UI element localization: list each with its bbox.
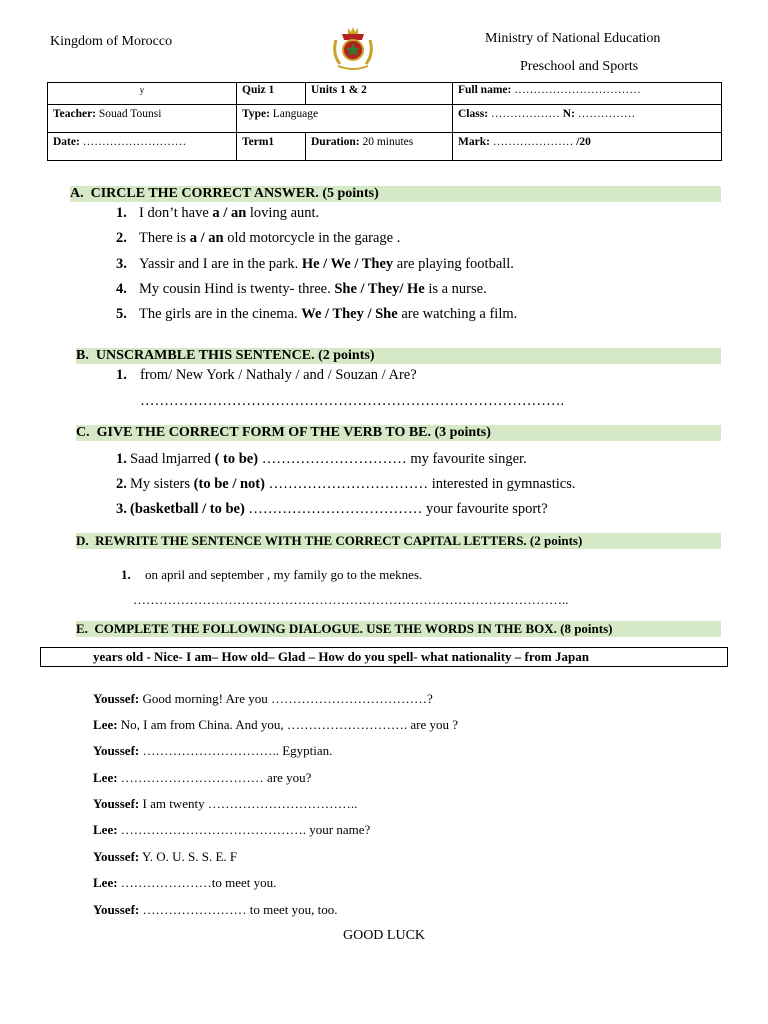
section-b-letter: B. [76,348,89,363]
section-e-title: COMPLETE THE FOLLOWING DIALOGUE. USE THE WORDS IN THE BOX. (8 points) [94,621,613,636]
units-label: Units 1 & 2 [311,84,367,96]
header-right-line2: Preschool and Sports [520,59,639,74]
section-b-number: 1. [116,367,127,383]
question-a-text-end: is a nurse. [424,281,487,297]
question-c-item [130,500,548,518]
moroccan-coat-of-arms-icon [328,26,378,72]
class-label: Class: [458,108,489,120]
question-c-item [130,450,527,468]
question-a-item [139,229,400,247]
question-a-text-end: are playing football. [393,256,514,272]
quiz-label: Quiz 1 [242,84,275,96]
dialogue-text[interactable]: …………………to meet you. [117,875,277,890]
duration-value: 20 minutes [362,136,414,148]
speaker-name: Lee: [93,717,118,732]
section-c-title: GIVE THE CORRECT FORM OF THE VERB TO BE. (3 points) [96,425,491,440]
date-label: Date: [53,136,80,148]
question-a-text-end: old motorcycle in the garage . [223,230,401,246]
verb-hint: ( to be) [214,451,259,467]
speaker-name: Lee: [93,822,118,837]
speaker-name: Youssef: [93,796,140,811]
speaker-name: Lee: [93,770,118,785]
dialogue-line [93,770,311,786]
good-luck-footer: GOOD LUCK [342,928,426,943]
question-a-item [139,255,514,273]
info-row-2 [48,105,722,133]
question-a-number: 5. [116,306,127,322]
full-name-label: Full name: [458,84,512,96]
question-c-blank[interactable]: ……………………………… your favourite sport? [244,501,548,517]
type-value: Language [272,108,319,120]
dialogue-text[interactable]: ………………………….. Egyptian. [139,743,333,758]
dialogue-line [93,875,276,891]
dialogue-text[interactable]: I am twenty …………………………….. [139,796,358,811]
question-a-text: Yassir and I are in the park. [139,256,302,272]
answer-choices[interactable]: We / They / She [301,306,398,322]
term-label: Term1 [242,136,275,148]
question-a-text: The girls are in the cinema. [139,306,302,322]
answer-choices[interactable]: He / We / They [301,256,394,272]
section-a-header [70,186,721,202]
header-left: Kingdom of Morocco [50,34,173,49]
date-field[interactable]: ……………………… [82,136,187,148]
dialogue-line [93,849,237,865]
mark-field[interactable]: ………………… [492,136,577,148]
question-c-item [130,475,575,493]
dialogue-text[interactable]: …………………………… are you? [117,770,312,785]
speaker-name: Youssef: [93,743,140,758]
question-a-text: There is [139,230,190,246]
verb-hint: (basketball / to be) [130,501,245,517]
info-row-1 [48,83,722,105]
section-b-sentence: from/ New York / Nathaly / and / Souzan / Are? [140,367,417,383]
section-e-header [76,621,721,637]
answer-choices[interactable]: a / an [212,205,247,221]
question-a-number: 3. [116,256,127,272]
question-c-text: Saad lmjarred [130,451,215,467]
speaker-name: Youssef: [93,849,140,864]
mark-label: Mark: [458,136,490,148]
dialogue-line [93,822,370,838]
dialogue-text[interactable]: Y. O. U. S. S. E. F [139,849,238,864]
question-a-item [139,204,319,222]
dialogue-text[interactable]: No, I am from China. And you, ………………………. are you ? [117,717,459,732]
mark-total: /20 [576,136,591,148]
section-e-letter: E. [76,621,88,636]
section-a-letter: A. [70,186,84,201]
full-name-field[interactable]: …………………………… [514,84,641,96]
speaker-name: Youssef: [93,691,140,706]
class-field[interactable]: ……………… [490,108,563,120]
section-c-letter: C. [76,425,90,440]
section-d-title: REWRITE THE SENTENCE WITH THE CORRECT CAPITAL LETTERS. (2 points) [95,533,583,548]
question-a-text: My cousin Hind is twenty- three. [139,281,335,297]
question-a-item [139,305,517,323]
question-c-number: 1. [116,451,127,467]
info-row-3 [48,133,722,161]
question-c-number: 3. [116,501,127,517]
n-field[interactable]: …………… [577,108,636,120]
type-label: Type: [242,108,270,120]
dialogue-line [93,691,433,707]
dialogue-text[interactable]: ……………………………………. your name? [117,822,371,837]
section-d-number: 1. [121,567,131,582]
dialogue-text[interactable]: …………………… to meet you, too. [139,902,338,917]
question-a-text-end: are watching a film. [397,306,518,322]
section-b-title: UNSCRAMBLE THIS SENTENCE. (2 points) [95,348,375,363]
question-c-number: 2. [116,476,127,492]
n-label: N: [562,108,575,120]
teacher-name: Souad Tounsi [98,108,162,120]
question-c-text: My sisters [130,476,194,492]
section-c-header [76,425,721,441]
dialogue-text[interactable]: Good morning! Are you ………………………………? [139,691,433,706]
section-d-sentence: on april and september , my family go to the meknes. [145,567,423,582]
duration-label: Duration: [311,136,360,148]
question-a-number: 4. [116,281,127,297]
word-box [40,647,728,667]
question-c-blank[interactable]: …………………………… interested in gymnastics. [264,476,576,492]
verb-hint: (to be / not) [193,476,265,492]
header-right-line1: Ministry of National Education [485,31,661,46]
question-c-blank[interactable]: ………………………… my favourite singer. [258,451,527,467]
info-cell-blank: y [48,83,237,105]
answer-choices[interactable]: She / They/ He [334,281,425,297]
section-b-answer-line[interactable]: ……………………………………………………………………………. [140,393,565,409]
dialogue-line [93,796,357,812]
section-d-letter: D. [76,533,89,548]
speaker-name: Youssef: [93,902,140,917]
teacher-label: Teacher: [53,108,97,120]
dialogue-line [93,717,458,733]
answer-choices[interactable]: a / an [189,230,224,246]
question-a-number: 1. [116,205,127,221]
question-a-number: 2. [116,230,127,246]
section-b-header [76,348,721,364]
word-box-text: years old - Nice- I am– How old– Glad – How do you spell- what nationality – from Japan [93,649,589,664]
section-d-header [76,533,721,549]
dialogue-line [93,902,337,918]
info-table [47,82,722,161]
section-d-answer-line[interactable]: ……………………………………………………………………………………….. [133,592,569,607]
question-a-text: I don’t have [139,205,213,221]
question-a-item [139,280,487,298]
speaker-name: Lee: [93,875,118,890]
dialogue-line [93,743,332,759]
question-a-text-end: loving aunt. [246,205,320,221]
section-a-title: CIRCLE THE CORRECT ANSWER. (5 points) [90,186,379,201]
